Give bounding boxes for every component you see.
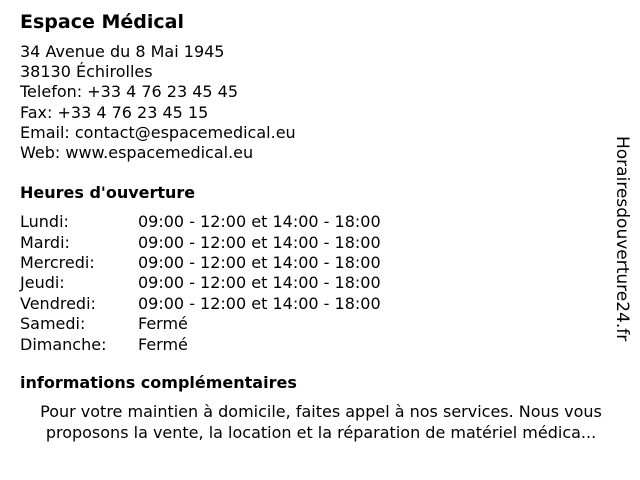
additional-info-line: Pour votre maintien à domicile, faites appel à nos services. Nous vous — [40, 402, 602, 422]
hours-row-tuesday — [20, 233, 620, 253]
day-hours: Fermé — [138, 314, 188, 334]
day-label: Lundi: — [20, 212, 69, 232]
additional-info-line: proposons la vente, la location et la réparation de matériel médica... — [45, 423, 597, 443]
day-label: Mercredi: — [20, 253, 95, 273]
day-hours: 09:00 - 12:00 et 14:00 - 18:00 — [138, 212, 381, 232]
hours-row-friday — [20, 294, 620, 314]
business-name: Espace Médical — [20, 11, 184, 33]
day-hours: Fermé — [138, 334, 188, 354]
website-url: Web: www.espacemedical.eu — [20, 143, 254, 163]
day-hours: 09:00 - 12:00 et 14:00 - 18:00 — [138, 232, 381, 252]
email-address: Email: contact@espacemedical.eu — [20, 122, 296, 142]
additional-info-text — [16, 401, 626, 443]
opening-hours-heading: Heures d'ouverture — [20, 183, 196, 203]
day-label: Mardi: — [20, 232, 70, 252]
hours-row-thursday — [20, 273, 620, 293]
additional-info-heading: informations complémentaires — [20, 373, 297, 393]
address-city: 38130 Échirolles — [20, 62, 153, 82]
day-hours: 09:00 - 12:00 et 14:00 - 18:00 — [138, 273, 381, 293]
fax-number: Fax: +33 4 76 23 45 15 — [20, 102, 209, 122]
day-label: Samedi: — [20, 314, 86, 334]
hours-row-sunday — [20, 335, 620, 355]
hours-row-monday — [20, 212, 620, 232]
site-watermark: Horairesdouverture24.fr — [612, 136, 632, 342]
day-label: Vendredi: — [20, 293, 96, 313]
day-hours: 09:00 - 12:00 et 14:00 - 18:00 — [138, 253, 381, 273]
business-card — [20, 10, 620, 443]
opening-hours-table — [20, 212, 620, 355]
hours-row-saturday — [20, 314, 620, 334]
day-hours: 09:00 - 12:00 et 14:00 - 18:00 — [138, 293, 381, 313]
day-label: Jeudi: — [20, 273, 65, 293]
address-street: 34 Avenue du 8 Mai 1945 — [20, 42, 225, 61]
phone-number: Telefon: +33 4 76 23 45 45 — [20, 82, 239, 102]
day-label: Dimanche: — [20, 334, 107, 354]
hours-row-wednesday — [20, 253, 620, 273]
